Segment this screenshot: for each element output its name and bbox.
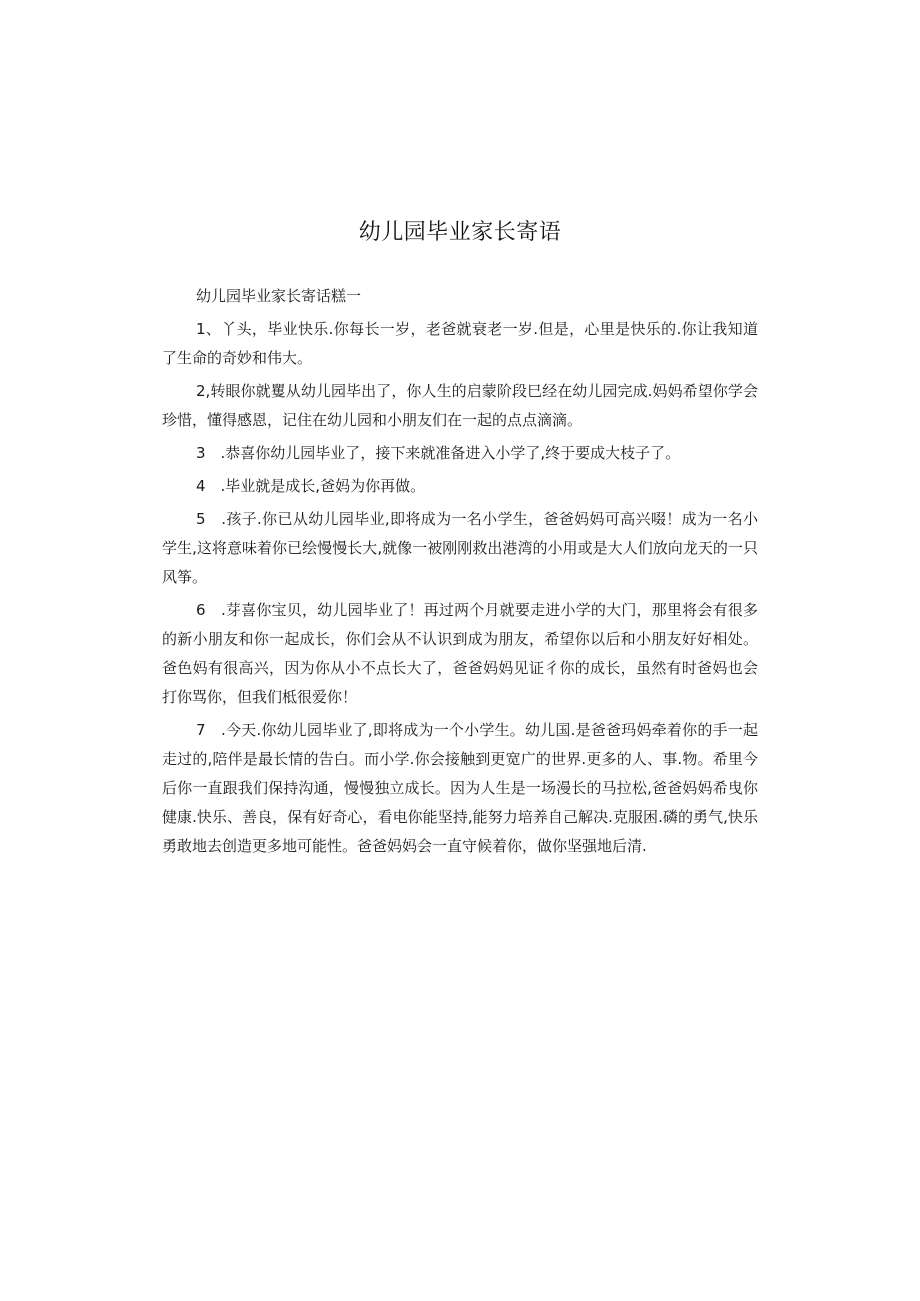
paragraph-6: 6 .芽喜你宝贝，幼儿园毕业了！再过两个月就要走进小学的大门，那里将会有很多的新小朋友和你一起成长，你们会从不认识到成为朋友，希望你以后和小朋友好好相处。爸色妈有很高兴，因为你从小不点长大了，爸爸妈妈见证彳你的成长，虽然有时爸妈也会打你骂你，但我们柢很爱你！ — [162, 601, 758, 706]
paragraph-7: 7 .今天.你幼儿园毕业了,即将成为一个小学生。幼儿国.是爸爸玛妈牵着你的手一起走过的,陪伴是最长情的告白。而小学.你会接触到更宽广的世界.更多的人、事.物。希里今后你一直跟我们保持沟通，慢慢独立成长。因为人生是一场漫长的马拉松,爸爸妈妈希曳你健康.快乐、善良，保有好奇心，看电你能坚持,能努力培养自己解决.克服困.磷的勇气,快乐勇敢地去创造更多地可能性。爸爸妈妈会一直守候着你，做你坚强地后清. — [162, 721, 758, 855]
paragraph-3: 3 .恭喜你幼儿园毕业了，接下来就准备进入小学了,终于要成大枝子了。 — [196, 444, 681, 462]
paragraph-2: 2,转眼你就矍从幼儿园毕出了，你人生的启蒙阶段巳经在幼儿园完成.妈妈希望你学会珍惜，懂得感恩，记住在幼儿园和小朋友们在一起的点点滴滴。 — [162, 382, 758, 429]
section-heading: 幼儿园毕业家长寄话糕一 — [196, 287, 362, 305]
document-body — [162, 282, 758, 865]
document-title: 幼儿园毕业家长寄语 — [358, 220, 562, 245]
paragraph-4: 4 .毕业就是成长,爸妈为你再做。 — [196, 477, 426, 495]
paragraph-1: 1、丫头，毕业快乐.你每长一岁，老爸就衰老一岁.但是，心里是快乐的.你让我知道了生命的奇妙和伟大。 — [162, 320, 758, 367]
paragraph-5: 5 .孩子.你已从幼儿园毕业,即将成为一名小学生，爸爸妈妈可高兴啜！成为一名小学生,这将意味着你已绘慢慢长大,就像一被刚刚救出港湾的小用或是大人们放向龙天的一只风筝。 — [162, 510, 758, 586]
